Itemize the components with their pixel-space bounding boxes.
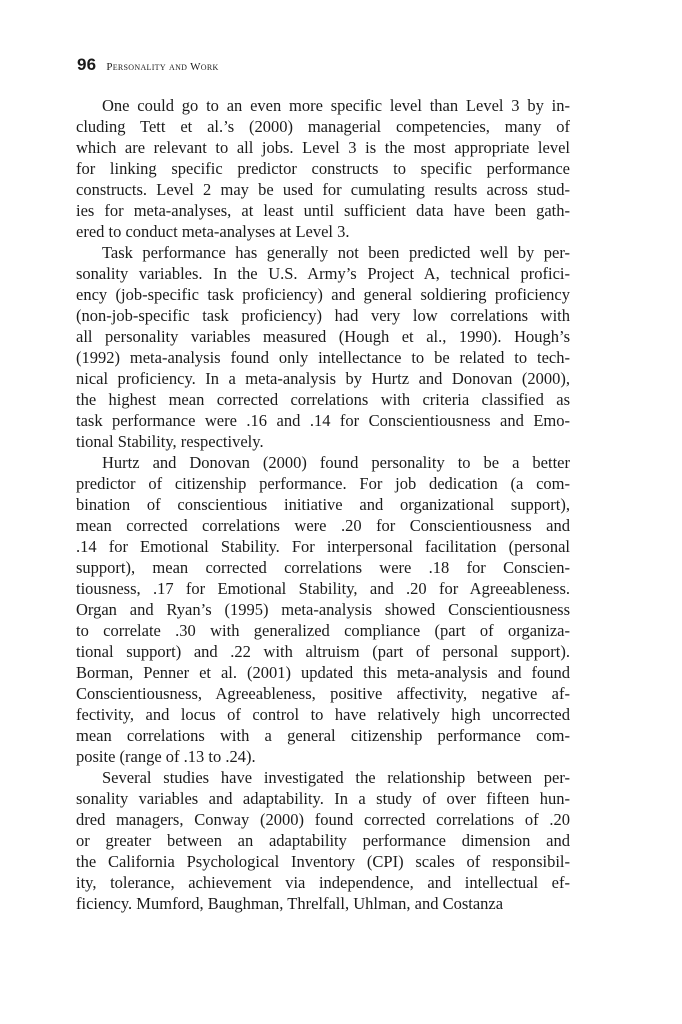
text-line: task performance were .16 and .14 for Conscientiousness and Emo- [76,411,570,430]
text-line: predictor of citizenship performance. For job dedication (a com- [76,474,570,493]
text-line: tional Stability, respectively. [76,432,264,451]
text-line: constructs. Level 2 may be used for cumulating results across stud- [76,180,570,199]
running-title: Personality and Work [106,61,219,73]
text-line: posite (range of .13 to .24). [76,747,256,766]
text-line: the highest mean corrected correlations with criteria classified as [76,390,570,409]
text-line: mean correlations with a general citizenship performance com- [76,726,570,745]
text-line: nical proficiency. In a meta-analysis by Hurtz and Donovan (2000), [76,369,570,388]
text-line: or greater between an adaptability performance dimension and [76,831,570,850]
text-line: support), mean corrected correlations were .18 for Conscien- [76,558,570,577]
text-line: Organ and Ryan’s (1995) meta-analysis showed Conscientiousness [76,600,570,619]
text-line: Conscientiousness, Agreeableness, positive affectivity, negative af- [76,684,570,703]
paragraph [76,452,570,767]
paragraph [76,767,570,914]
body-text [76,95,570,914]
page-number: 96 [77,55,97,74]
text-line: ity, tolerance, achievement via independence, and intellectual ef- [76,873,570,892]
text-line: mean corrected correlations were .20 for Conscientiousness and [76,516,570,535]
text-line: cluding Tett et al.’s (2000) managerial competencies, many of [76,117,570,136]
text-line: ered to conduct meta-analyses at Level 3. [76,222,350,241]
text-line: dred managers, Conway (2000) found corrected correlations of .20 [76,810,570,829]
text-line: bination of conscientious initiative and organizational support), [76,495,570,514]
text-line: Several studies have investigated the relationship between per- [102,768,570,787]
text-line: Task performance has generally not been predicted well by per- [102,243,570,262]
text-line: tional support) and .22 with altruism (part of personal support). [76,642,570,661]
text-line: all personality variables measured (Hough et al., 1990). Hough’s [76,327,570,346]
text-line: ies for meta-analyses, at least until sufficient data have been gath- [76,201,570,220]
paragraph [76,242,570,452]
text-line: .14 for Emotional Stability. For interpersonal facilitation (personal [76,537,570,556]
text-line: the California Psychological Inventory (CPI) scales of responsibil- [76,852,570,871]
text-line: (non-job-specific task proficiency) had very low correlations with [76,306,570,325]
text-line: Hurtz and Donovan (2000) found personality to be a better [102,453,570,472]
text-line: to correlate .30 with generalized compliance (part of organiza- [76,621,570,640]
text-line: tiousness, .17 for Emotional Stability, and .20 for Agreeableness. [76,579,570,598]
running-head [77,55,219,75]
text-line: ency (job-specific task proficiency) and general soldiering proficiency [76,285,570,304]
paragraph [76,95,570,242]
text-line: which are relevant to all jobs. Level 3 is the most appropriate level [76,138,570,157]
text-line: Borman, Penner et al. (2001) updated this meta-analysis and found [76,663,570,682]
text-line: ficiency. Mumford, Baughman, Threlfall, Uhlman, and Costanza [76,894,504,913]
text-line: sonality variables and adaptability. In a study of over fifteen hun- [76,789,570,808]
text-line: (1992) meta-analysis found only intellectance to be related to tech- [76,348,570,367]
text-line: sonality variables. In the U.S. Army’s Project A, technical profici- [76,264,570,283]
text-line: fectivity, and locus of control to have relatively high uncorrected [76,705,570,724]
text-line: for linking specific predictor constructs to specific performance [76,159,570,178]
text-line: One could go to an even more specific level than Level 3 by in- [102,96,570,115]
